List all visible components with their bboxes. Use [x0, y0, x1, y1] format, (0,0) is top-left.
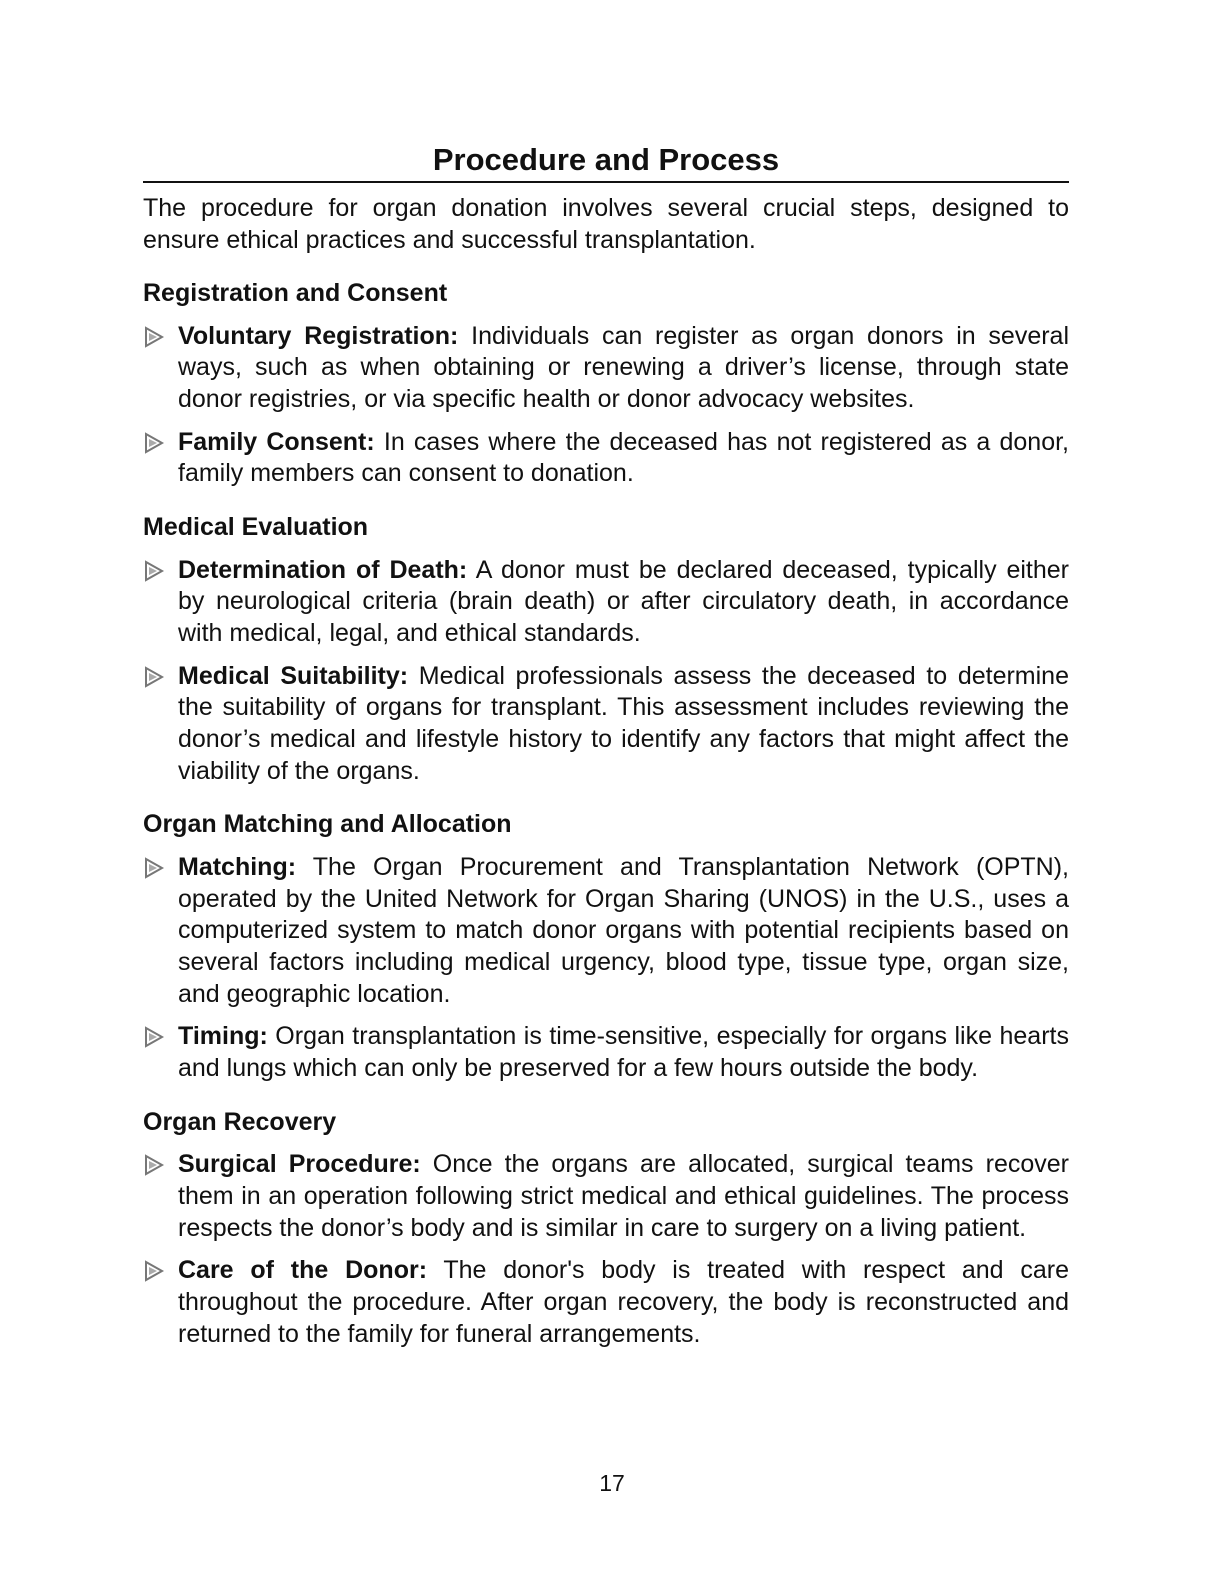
- section-heading: Medical Evaluation: [143, 513, 369, 542]
- list-item: [143, 555, 1069, 650]
- list-item: [143, 1255, 1069, 1350]
- bullet-text: The Organ Procurement and Transplantation Network (OPTN), operated by the United Network for Organ Sharing (UNOS) in the U.S., uses a computerized system to match donor organs with potential recipients based on several factors including medical urgency, blood type, tissue type, organ size, and geographic location.: [178, 852, 1069, 1008]
- list-item: [143, 1149, 1069, 1244]
- bullet-list: [143, 852, 1069, 1085]
- bullet-term: Care of the Donor:: [178, 1256, 428, 1285]
- bullet-text: Once the organs are allocated, surgical teams recover them in an operation following strict medical and ethical guidelines. The process respects the donor’s body and is similar in care to surgery on a living patient.: [178, 1150, 1069, 1242]
- bullet-term: Family Consent:: [178, 427, 375, 456]
- bullet-list: [143, 1149, 1069, 1350]
- section-registration-consent: [143, 278, 1069, 490]
- triangle-arrow-icon: [143, 1154, 165, 1176]
- bullet-text: A donor must be declared deceased, typically either by neurological criteria (brain death) or after circulatory death, in accordance with medical, legal, and ethical standards.: [178, 555, 1070, 647]
- bullet-term: Timing:: [178, 1022, 268, 1051]
- triangle-arrow-icon: [143, 326, 165, 348]
- triangle-arrow-icon: [143, 666, 165, 688]
- bullet-text: Organ transplantation is time-sensitive, especially for organs like hearts and lungs which can only be preserved for a few hours outside the body.: [178, 1022, 1069, 1083]
- section-heading: Organ Recovery: [143, 1107, 337, 1136]
- page-title: Procedure and Process: [432, 142, 780, 177]
- bullet-text: The donor's body is treated with respect and care throughout the procedure. After organ recovery, the body is reconstructed and returned to the family for funeral arrangements.: [178, 1256, 1069, 1348]
- bullet-term: Medical Suitability:: [178, 661, 409, 690]
- triangle-arrow-icon: [143, 432, 165, 454]
- section-heading: Organ Matching and Allocation: [143, 810, 512, 839]
- list-item: [143, 321, 1069, 416]
- list-item: [143, 661, 1069, 788]
- bullet-list: [143, 321, 1069, 491]
- triangle-arrow-icon: [143, 857, 165, 879]
- bullet-text: Individuals can register as organ donors in several ways, such as when obtaining or renewing a driver’s license, through state donor registries, or via specific health or donor advocacy websites.: [178, 321, 1070, 413]
- page-number: 17: [599, 1470, 625, 1496]
- title-underline: [143, 181, 1069, 183]
- triangle-arrow-icon: [143, 560, 165, 582]
- list-item: [143, 1021, 1069, 1084]
- bullet-term: Voluntary Registration:: [178, 321, 459, 350]
- document-page: [143, 140, 1069, 1373]
- section-medical-evaluation: [143, 512, 1069, 787]
- list-item: [143, 427, 1069, 490]
- section-heading: Registration and Consent: [143, 279, 448, 307]
- bullet-term: Surgical Procedure:: [178, 1150, 421, 1179]
- section-organ-recovery: [143, 1107, 1069, 1351]
- section-organ-matching-allocation: [143, 809, 1069, 1084]
- bullet-term: Matching:: [178, 852, 297, 881]
- bullet-text: Medical professionals assess the deceased to determine the suitability of organs for transplant. This assessment includes reviewing the donor’s medical and lifestyle history to identify any factors that might affect the viability of the organs.: [178, 661, 1069, 785]
- bullet-term: Determination of Death:: [178, 555, 468, 584]
- bullet-list: [143, 555, 1069, 788]
- list-item: [143, 852, 1069, 1011]
- triangle-arrow-icon: [143, 1260, 165, 1282]
- bullet-text: In cases where the deceased has not registered as a donor, family members can consent to donation.: [178, 427, 1069, 488]
- triangle-arrow-icon: [143, 1026, 165, 1048]
- intro-paragraph: The procedure for organ donation involves several crucial steps, designed to ensure ethical practices and successful transplantation.: [143, 194, 1069, 254]
